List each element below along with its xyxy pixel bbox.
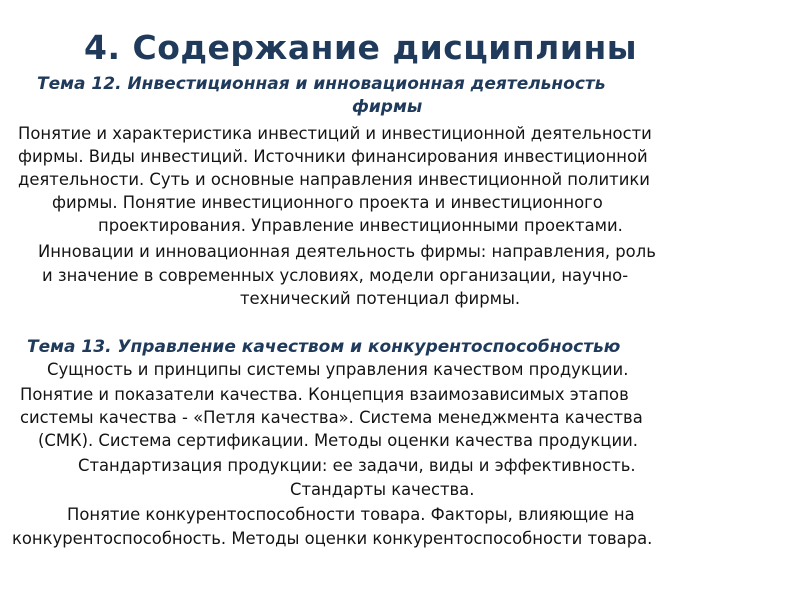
topic-12-line-7: и значение в современных условиях, модели организации, научно- (42, 266, 629, 285)
slide-title: 4. Содержание дисциплины (84, 28, 638, 67)
topic-12-line-5: проектирования. Управление инвестиционными проектами. (98, 216, 623, 235)
topic-12-line-6: Инновации и инновационная деятельность фирмы: направления, роль (38, 242, 656, 261)
topic-13-line-8: конкурентоспособность. Методы оценки конкурентоспособности товара. (12, 529, 653, 548)
topic-13-line-6: Стандарты качества. (290, 480, 475, 499)
topic-12-line-1: Понятие и характеристика инвестиций и инвестиционной деятельности (18, 124, 652, 143)
topic-13-line-4: (СМК). Система сертификации. Методы оценки качества продукции. (38, 431, 638, 450)
topic-13-line-5: Стандартизация продукции: ее задачи, виды и эффективность. (78, 456, 636, 475)
topic-13-line-7: Понятие конкурентоспособности товара. Факторы, влияющие на (67, 505, 635, 524)
topic-13-line-2: Понятие и показатели качества. Концепция взаимозависимых этапов (20, 385, 629, 404)
topic-12-line-3: деятельности. Суть и основные направления инвестиционной политики (18, 170, 650, 189)
topic-12-line-2: фирмы. Виды инвестиций. Источники финансирования инвестиционной (18, 147, 648, 166)
topic-12-heading-line1: Тема 12. Инвестиционная и инновационная деятельность (37, 74, 606, 94)
topic-12-line-8: технический потенциал фирмы. (240, 289, 521, 308)
topic-13-heading: Тема 13. Управление качеством и конкурентоспособностью (27, 337, 621, 357)
topic-13-line-3: системы качества - «Петля качества». Система менеджмента качества (20, 408, 643, 427)
topic-12-heading-line2: фирмы (352, 97, 423, 117)
topic-13-line-1: Сущность и принципы системы управления качеством продукции. (47, 360, 629, 379)
topic-12-line-4: фирмы. Понятие инвестиционного проекта и инвестиционного (52, 193, 603, 212)
